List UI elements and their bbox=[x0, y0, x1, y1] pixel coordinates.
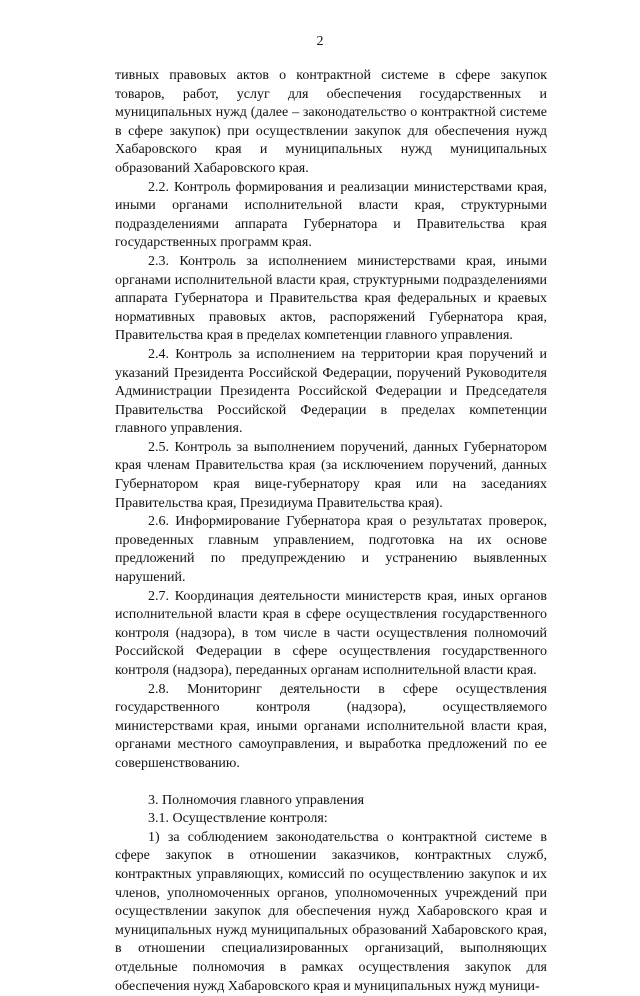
paragraph-2-5: 2.5. Контроль за выполнением поручений, данных Губернатором края членам Правительства края (за исключением поручений, данных Губернатором края вице-губернатору края или на заседаниях Правительства края, Президиума Правительства края). bbox=[115, 439, 547, 511]
paragraph-2-6: 2.6. Информирование Губернатора края о результатах проверок, проведенных главным управлением, подготовка на их основе предложений по предупреждению и устранению выявленных нарушений. bbox=[115, 514, 547, 586]
paragraph-2-3: 2.3. Контроль за исполнением министерствами края, иными органами исполнительной власти края, структурными подразделениями аппарата Губернатора и Правительства края федеральных и краевых нормативных правовых актов, распоряжений Губернатора края, Правительства края в пределах компетенции главного управления. bbox=[115, 253, 547, 344]
paragraph-2-7: 2.7. Координация деятельности министерств края, иных органов исполнительной власти края в сфере осуществления государственного контроля (надзора), в том числе в части осуществления полномочий Российской Федерации в сфере осуществления государственного контроля (надзора), переданных органам исполнительной власти края. bbox=[115, 588, 547, 678]
page-number: 2 bbox=[316, 34, 324, 49]
paragraph-2-2: 2.2. Контроль формирования и реализации министерствами края, иными органами исполнительной власти края, структурными подразделениями аппарата Губернатора и Правительства края государственных программ края. bbox=[115, 179, 547, 251]
paragraph-continuation: тивных правовых актов о контрактной системе в сфере закупок товаров, работ, услуг для обеспечения государственных и муниципальных нужд (далее – законодательство о контрактной системе в сфере закупок) при осуществлении закупок для обеспечения нужд Хабаровского края и муниципальных нужд муниципальных образований Хабаровского края. bbox=[115, 68, 547, 176]
paragraph-2-8: 2.8. Мониторинг деятельности в сфере осуществления государственного контроля (надзора), осуществляемого министерствами края, иными органами исполнительной власти края, органами местного самоуправления, и выработка предложений по ее совершенствованию. bbox=[115, 681, 547, 771]
paragraph-2-4: 2.4. Контроль за исполнением на территории края поручений и указаний Президента Российской Федерации, поручений Руководителя Администрации Президента Российской Федерации и Председателя Правительства Российской Федерации в пределах компетенции главного управления. bbox=[115, 346, 547, 437]
document-body bbox=[115, 67, 547, 996]
paragraph-3-1-item-1: 1) за соблюдением законодательства о контрактной системе в сфере закупок в отношении заказчиков, контрактных служб, контрактных управляющих, комиссий по осуществлению закупок и их членов, уполномоченных органов, уполномоченных учреждений при осуществлении закупок для обеспечения нужд Хабаровского края и муниципальных нужд муниципальных образований Хабаровского края, в отношении специализированных организаций, выполняющих отдельные полномочия в рамках осуществления закупок для обеспечения нужд Хабаровского края и муниципальных нужд муници- bbox=[115, 829, 547, 994]
section-heading: 3. Полномочия главного управления bbox=[148, 792, 365, 808]
paragraph-3-1: 3.1. Осуществление контроля: bbox=[148, 811, 328, 827]
